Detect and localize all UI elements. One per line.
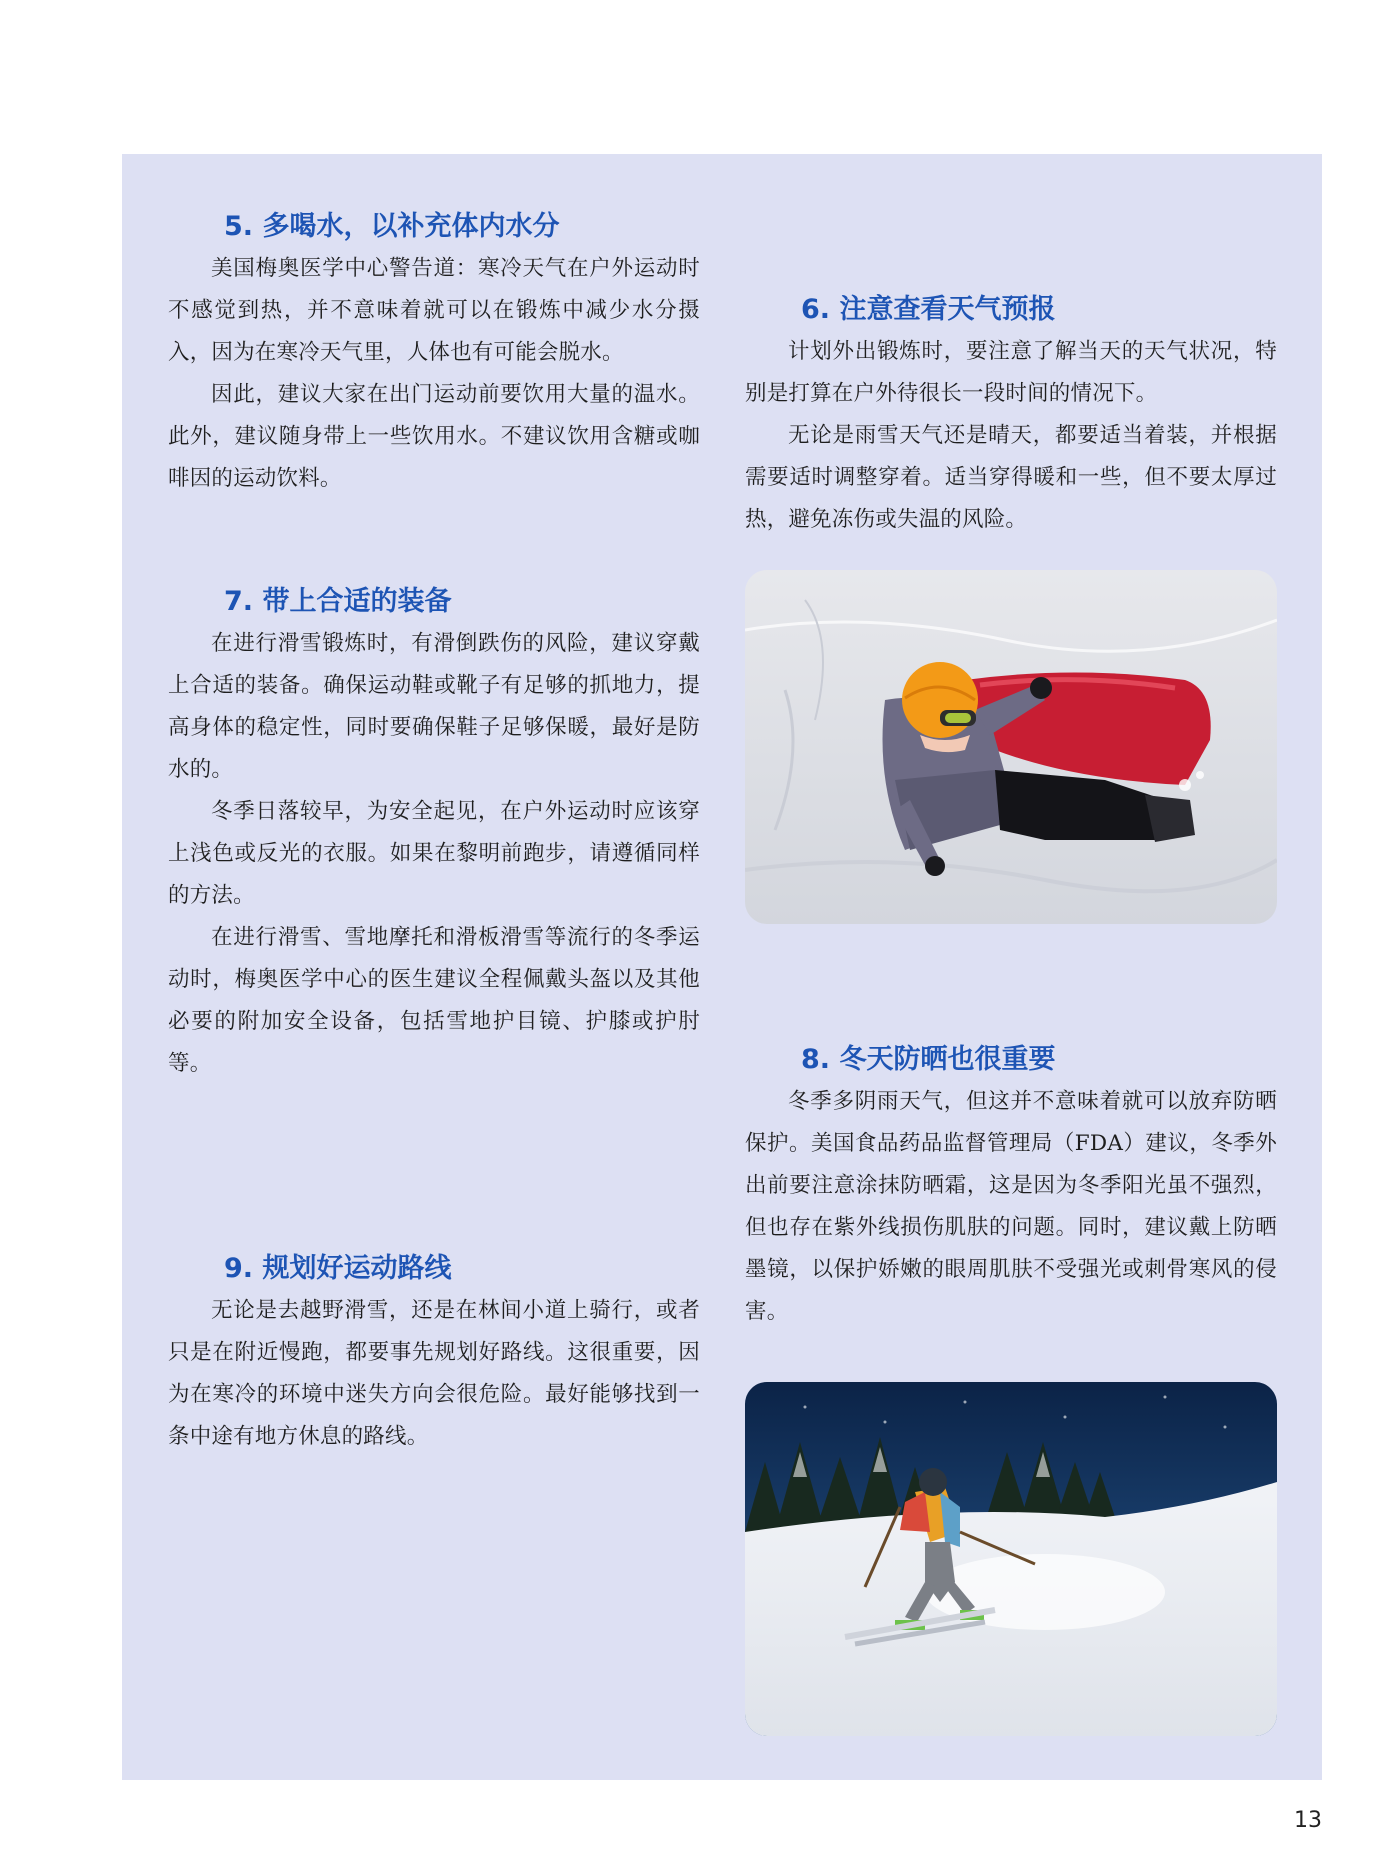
section-6-paragraph-1: 计划外出锻炼时，要注意了解当天的天气状况，特别是打算在户外待很长一段时间的情况下。 <box>745 339 1277 406</box>
section-7-heading: 7. 带上合适的装备 <box>224 586 452 617</box>
sledding-child-photo <box>745 570 1277 924</box>
section-6 <box>745 291 1277 541</box>
section-9-paragraph-1: 无论是去越野滑雪，还是在林间小道上骑行，或者只是在附近慢跑，都要事先规划好路线。这很重要，因为在寒冷的环境中迷失方向会很危险。最好能够找到一条中途有地方休息的路线。 <box>168 1298 700 1449</box>
section-5 <box>168 208 700 500</box>
skier-photo <box>745 1382 1277 1736</box>
section-8-paragraph-1: 冬季多阴雨天气，但这并不意味着就可以放弃防晒保护。美国食品药品监督管理局（FDA）建议，冬季外出前要注意涂抹防晒霜，这是因为冬季阳光虽不强烈，但也存在紫外线损伤肌肤的问题。同时，建议戴上防晒墨镜，以保护娇嫩的眼周肌肤不受强光或刺骨寒风的侵害。 <box>745 1089 1277 1324</box>
section-7-paragraph-3: 在进行滑雪、雪地摩托和滑板滑雪等流行的冬季运动时，梅奥医学中心的医生建议全程佩戴头盔以及其他必要的附加安全设备，包括雪地护目镜、护膝或护肘等。 <box>168 925 700 1076</box>
section-8 <box>745 1041 1277 1333</box>
section-7-paragraph-2: 冬季日落较早，为安全起见，在户外运动时应该穿上浅色或反光的衣服。如果在黎明前跑步，请遵循同样的方法。 <box>168 799 700 908</box>
section-9 <box>168 1250 700 1458</box>
section-8-heading: 8. 冬天防晒也很重要 <box>801 1044 1056 1075</box>
section-5-heading: 5. 多喝水，以补充体内水分 <box>224 211 560 242</box>
section-9-heading: 9. 规划好运动路线 <box>224 1253 452 1284</box>
section-7-paragraph-1: 在进行滑雪锻炼时，有滑倒跌伤的风险，建议穿戴上合适的装备。确保运动鞋或靴子有足够的抓地力，提高身体的稳定性，同时要确保鞋子足够保暖，最好是防水的。 <box>168 631 700 782</box>
section-5-paragraph-2: 因此，建议大家在出门运动前要饮用大量的温水。此外，建议随身带上一些饮用水。不建议饮用含糖或咖啡因的运动饮料。 <box>168 382 700 491</box>
section-7 <box>168 583 700 1085</box>
section-6-paragraph-2: 无论是雨雪天气还是晴天，都要适当着装，并根据需要适时调整穿着。适当穿得暖和一些，但不要太厚过热，避免冻伤或失温的风险。 <box>745 423 1277 532</box>
page-number: 13 <box>1294 1808 1322 1833</box>
section-6-heading: 6. 注意查看天气预报 <box>801 294 1056 325</box>
section-5-paragraph-1: 美国梅奥医学中心警告道：寒冷天气在户外运动时不感觉到热，并不意味着就可以在锻炼中减少水分摄入，因为在寒冷天气里，人体也有可能会脱水。 <box>168 256 700 365</box>
